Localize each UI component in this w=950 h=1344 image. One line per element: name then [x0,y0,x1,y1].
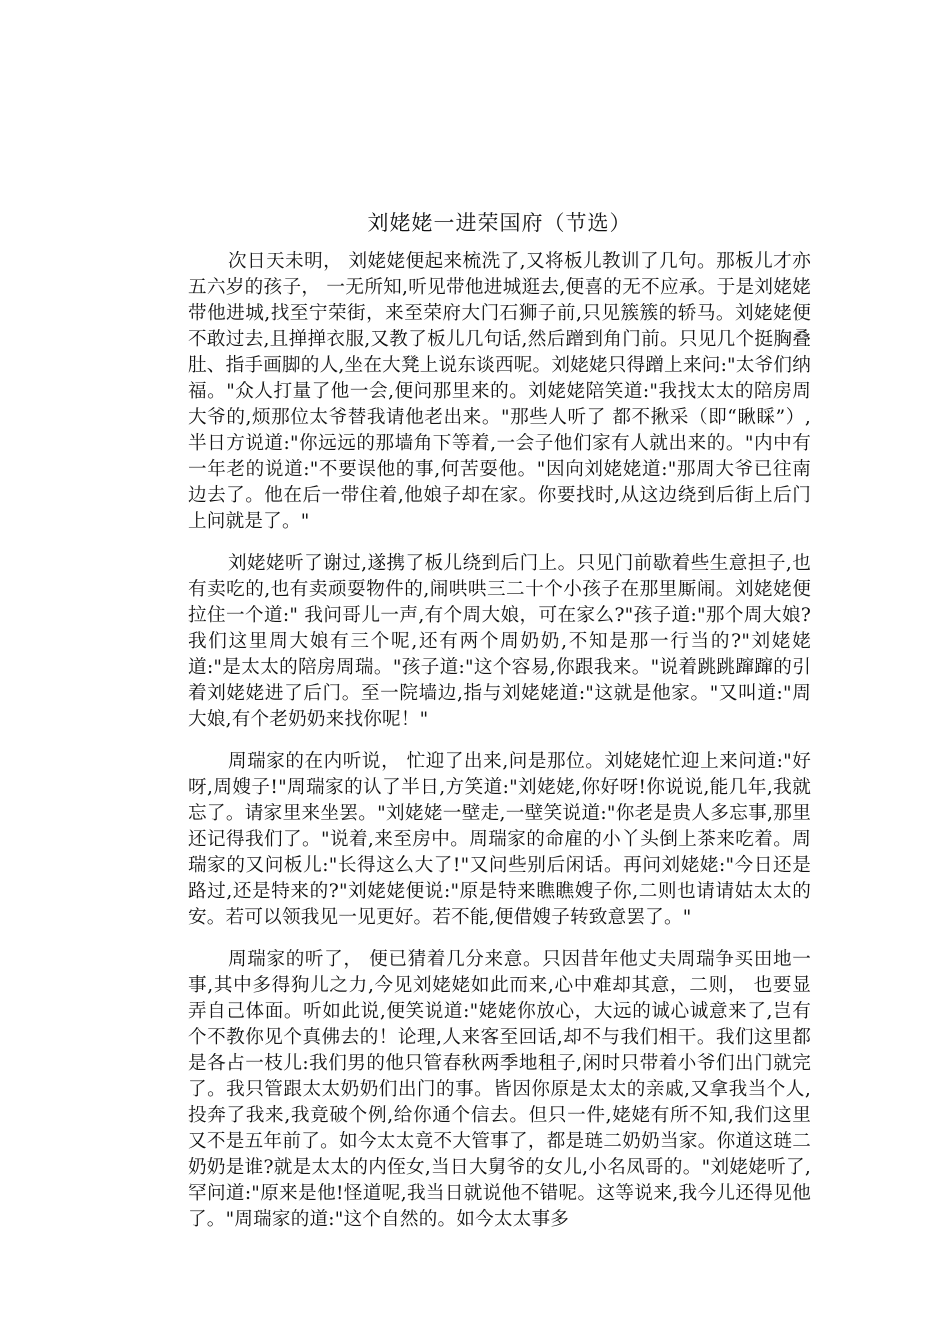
paragraph-1: 次日天未明， 刘姥姥便起来梳洗了,又将板儿教训了几句。那板儿才亦五六岁的孩子， 一无所知,听见带他进城逛去,便喜的无不应承。于是刘姥姥带他进城,找至宁荣街，来至荣府大门石狮子前,只见簇簇的轿马。刘姥姥便不敢过去,且掸掸衣服,又教了板儿几句话,然后蹭到角门前。只见几个挺胸叠肚、指手画脚的人,坐在大凳上说东谈西呢。刘姥姥只得蹭上来问:"太爷们纳福。"众人打量了他一会,便问那里来的。刘姥姥陪笑道:"我找太太的陪房周大爷的,烦那位太爷替我请他老出来。"那些人听了 都不揪采（即“瞅睬”）,半日方说道:"你远远的那墙角下等着,一会子他们家有人就出来的。"内中有一年老的说道:"不要误他的事,何苦耍他。"因向刘姥姥道:"那周大爷已往南边去了。他在后一带住着,他娘子却在家。你要找时,从这边绕到后街上后门上问就是了。" [188,251,811,532]
page-title: 刘姥姥一进荣国府（节选） [367,211,632,235]
paragraph-4: 周瑞家的听了， 便已猜着几分来意。只因昔年他丈夫周瑞争买田地一事,其中多得狗儿之力,今见刘姥姥如此而来,心中难却其意，二则， 也要显弄自己体面。听如此说,便笑说道:"姥姥你放心，大远的诚心诚意来了,岂有个不教你见个真佛去的！论理,人来客至回话,却不与我们相干。我们这里都是各占一枝儿:我们男的他只管春秋两季地租子,闲时只带着小爷们出门就完了。我只管跟太太奶奶们出门的事。皆因你原是太太的亲戚,又拿我当个人,投奔了我来,我竟破个例,给你通个信去。但只一件,姥姥有所不知,我们这里又不是五年前了。如今太太竟不大管事了，都是琏二奶奶当家。你道这琏二奶奶是谁?就是太太的内侄女,当日大舅爷的女儿,小名凤哥的。"刘姥姥听了,罕问道:"原来是他!怪道呢,我当日就说他不错呢。这等说来,我今儿还得见他了。"周瑞家的道:"这个自然的。如今太太事多 [188,949,811,1230]
article-body [188,249,811,1249]
paragraph-3: 周瑞家的在内听说， 忙迎了出来,问是那位。刘姥姥忙迎上来问道:"好呀,周嫂子!"周瑞家的认了半日,方笑道:"刘姥姥,你好呀!你说说,能几年,我就忘了。请家里来坐罢。"刘姥姥一壁走,一壁笑说道:"你老是贵人多忘事,那里还记得我们了。"说着,来至房中。周瑞家的命雇的小丫头倒上茶来吃着。周瑞家的又问板儿:"长得这么大了!"又问些别后闲话。再问刘姥姥:"今日还是路过,还是特来的?"刘姥姥便说:"原是特来瞧瞧嫂子你,二则也请请姑太太的安。若可以领我见一见更好。若不能,便借嫂子转致意罢了。" [188,751,811,928]
paragraph-2: 刘姥姥听了谢过,遂携了板儿绕到后门上。只见门前歇着些生意担子,也有卖吃的,也有卖顽耍物件的,闹哄哄三二十个小孩子在那里厮闹。刘姥姥便拉住一个道:" 我问哥儿一声,有个周大娘，可在家么?"孩子道:"那个周大娘?我们这里周大娘有三个呢,还有两个周奶奶,不知是那一行当的?"刘姥姥道:"是太太的陪房周瑞。"孩子道:"这个容易,你跟我来。"说着跳跳蹿蹿的引着刘姥姥进了后门。至一院墙边,指与刘姥姥道:"这就是他家。"又叫道:"周大娘,有个老奶奶来找你呢！" [188,553,811,730]
